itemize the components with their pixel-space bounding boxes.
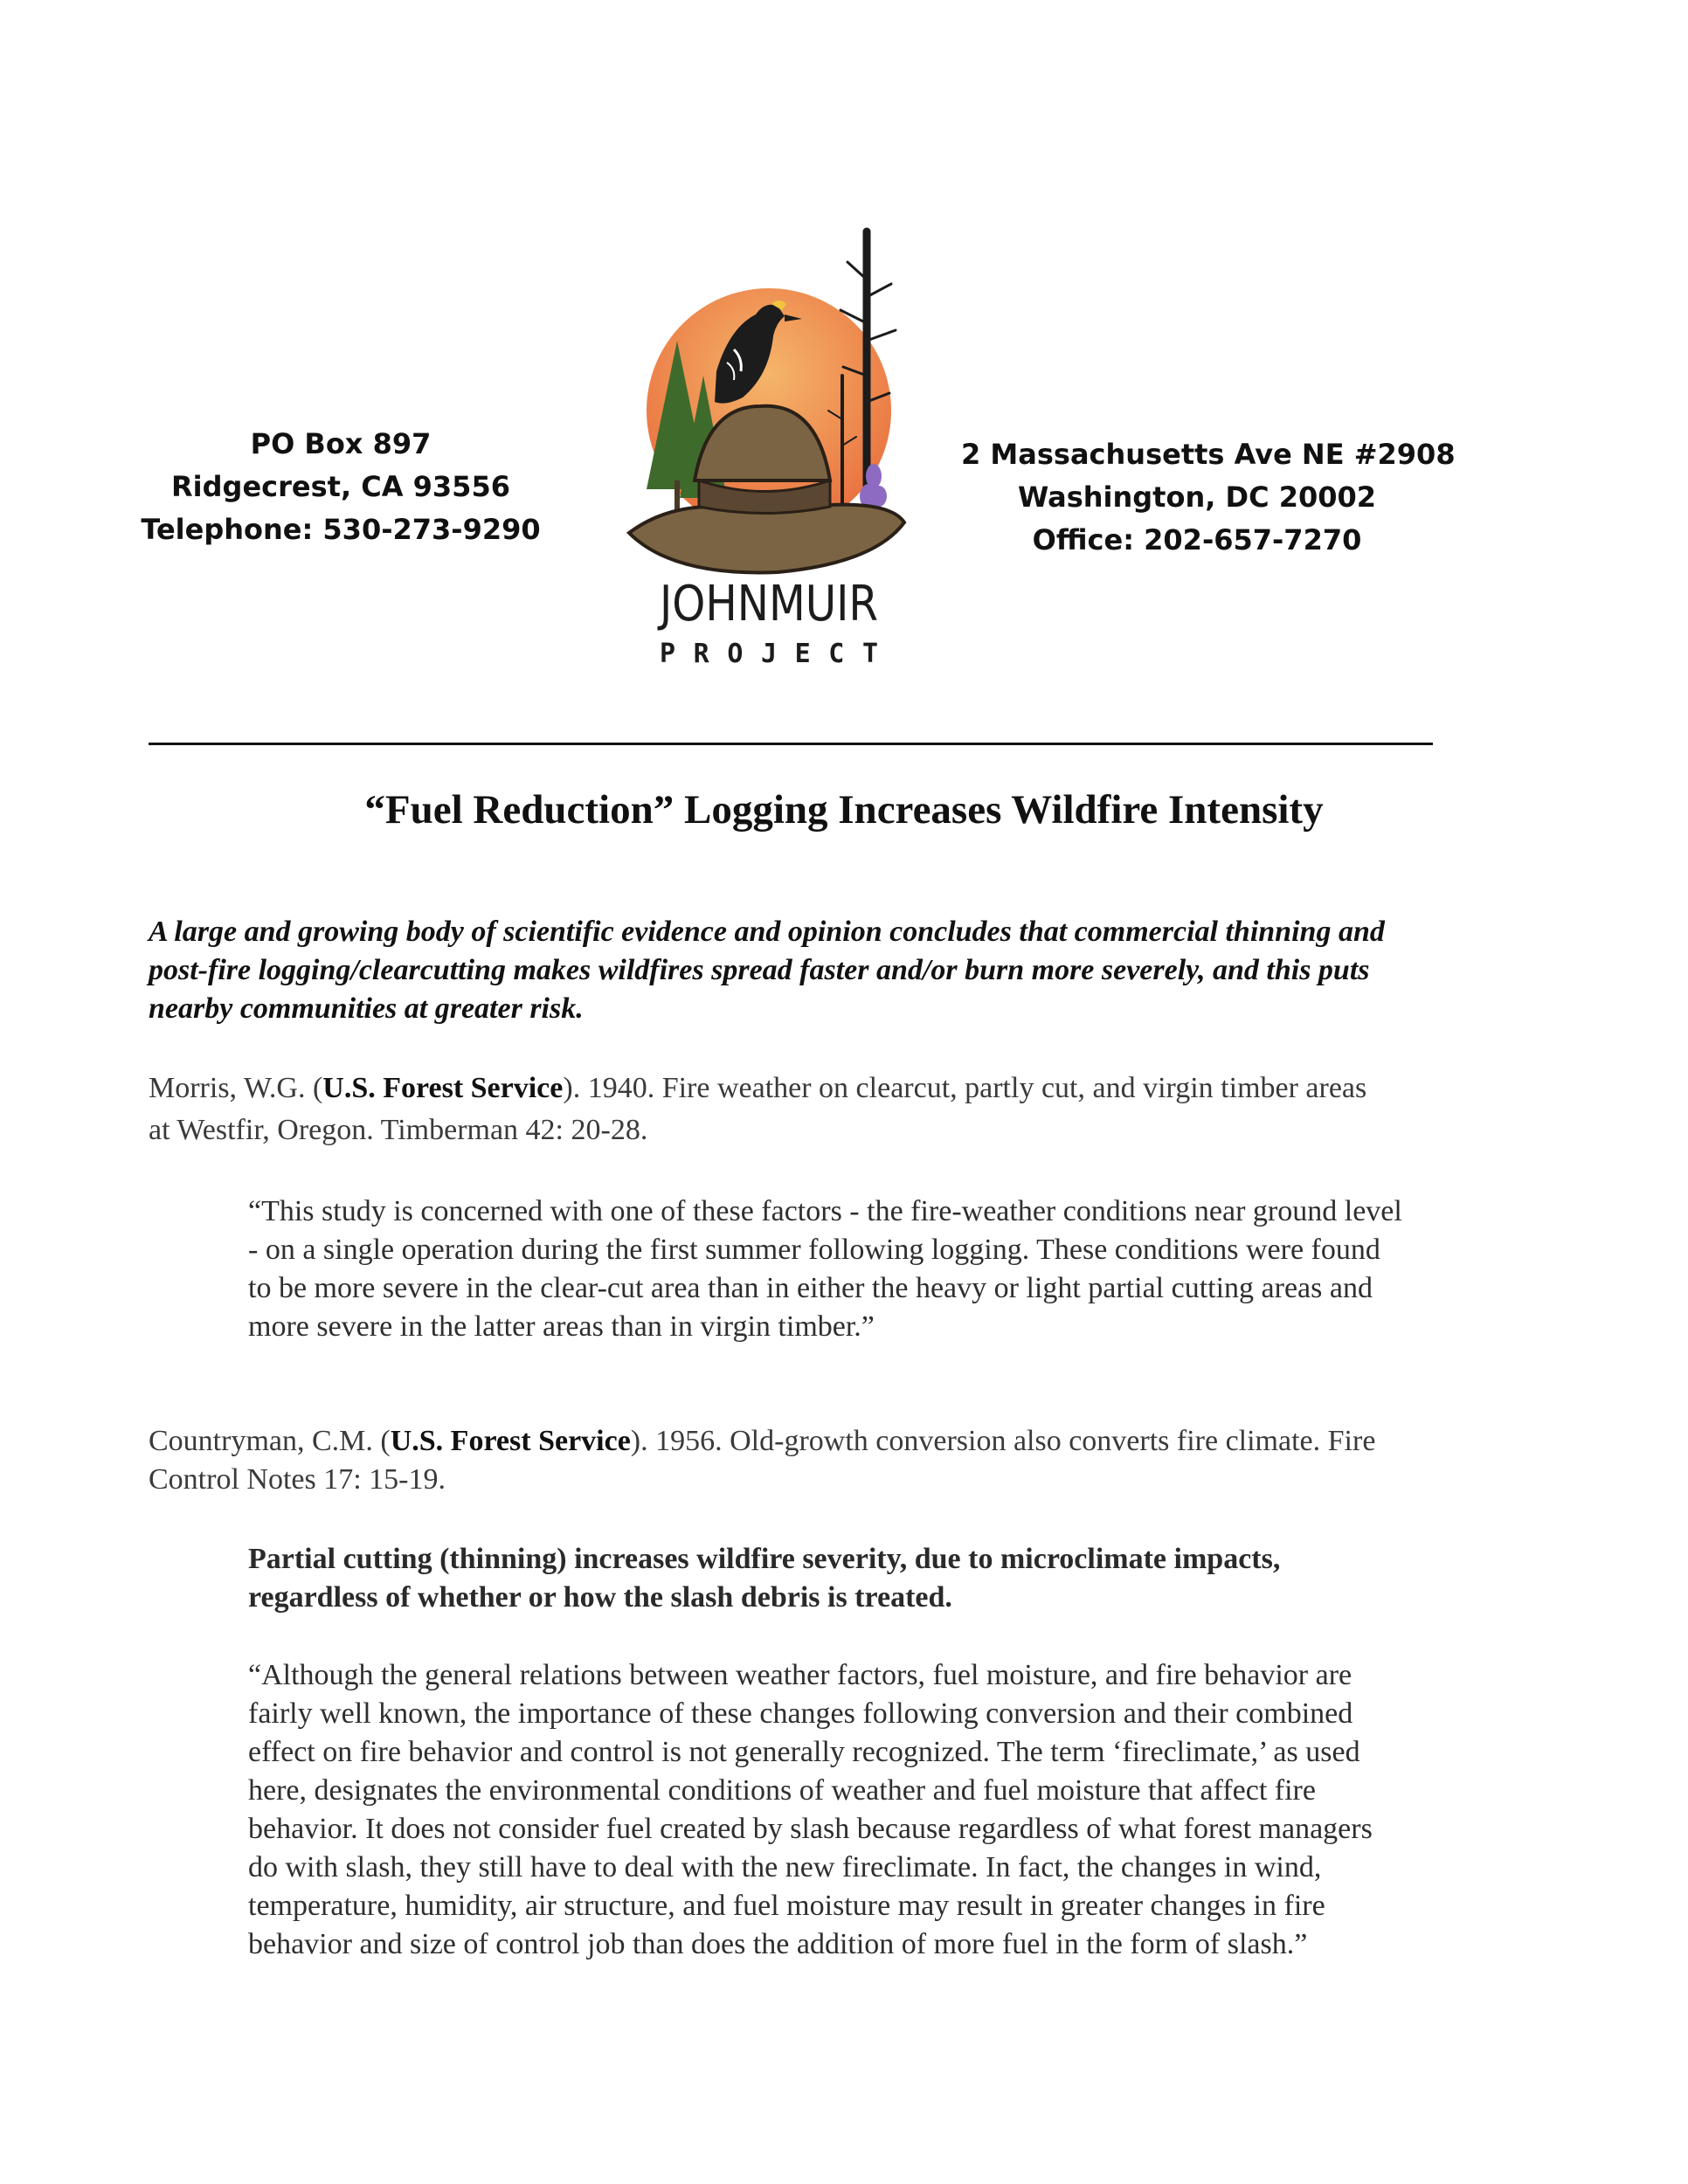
quote-line: - on a single operation during the first summer following logging. These conditions were found	[248, 1234, 1380, 1266]
quote-line: here, designates the environmental conditions of weather and fuel moisture that affect fire	[248, 1774, 1316, 1807]
citation-author: Morris, W.G. (	[149, 1072, 323, 1104]
quote-line: behavior. It does not consider fuel created by slash because regardless of what forest managers	[248, 1813, 1373, 1845]
office-phone-line: Office: 202-657-7270	[1032, 523, 1362, 556]
citation-detail: ). 1956. Old-growth conversion also converts fire climate. Fire	[630, 1425, 1376, 1457]
quote-line: more severe in the latter areas than in virgin timber.”	[248, 1310, 875, 1343]
quote-line: effect on fire behavior and control is not generally recognized. The term ‘fireclimate,’ as used	[248, 1736, 1360, 1768]
logo-graphic	[612, 218, 926, 673]
quote-line: “This study is concerned with one of these factors - the fire-weather conditions near ground level	[248, 1195, 1402, 1227]
intro-line: post-fire logging/clearcutting makes wildfires spread faster and/or burn more severely, and this puts	[149, 954, 1370, 986]
header-divider	[149, 743, 1433, 745]
summary-line: Partial cutting (thinning) increases wildfire severity, due to microclimate impacts,	[248, 1543, 1281, 1575]
quote-line: “Although the general relations between weather factors, fuel moisture, and fire behavior are	[248, 1659, 1352, 1691]
quote-line: behavior and size of control job than does the addition of more fuel in the form of slash.”	[248, 1928, 1308, 1960]
intro-summary	[149, 913, 1546, 1028]
citation-author: Countryman, C.M. (	[149, 1425, 391, 1457]
quote-countryman	[248, 1656, 1373, 1964]
city-line: Ridgecrest, CA 93556	[171, 470, 510, 503]
street-line: 2 Massachusetts Ave NE #2908	[961, 438, 1456, 471]
citation-detail: ). 1940. Fire weather on clearcut, partly cut, and virgin timber areas	[563, 1072, 1367, 1104]
page-title: “Fuel Reduction” Logging Increases Wildfire Intensity	[364, 787, 1324, 833]
citation-line	[149, 1422, 1375, 1461]
citation-line: Control Notes 17: 15-19.	[149, 1463, 446, 1496]
summary-line: regardless of whether or how the slash debris is treated.	[248, 1581, 952, 1614]
po-box-line: PO Box 897	[250, 427, 432, 460]
quote-line: temperature, humidity, air structure, and fuel moisture may result in greater changes in fire	[248, 1890, 1325, 1922]
left-address-block	[140, 423, 542, 551]
quote-line: fairly well known, the importance of these changes following conversion and their combined	[248, 1697, 1353, 1730]
citation-line	[149, 1068, 1366, 1109]
intro-line: A large and growing body of scientific evidence and opinion concludes that commercial thinning and	[149, 916, 1385, 948]
quote-morris	[248, 1192, 1402, 1346]
john-muir-project-logo	[612, 218, 926, 673]
dc-city-line: Washington, DC 20002	[1017, 480, 1377, 514]
right-address-block	[961, 433, 1456, 562]
quote-line: to be more severe in the clear-cut area than in either the heavy or light partial cutting areas and	[248, 1272, 1373, 1304]
citation-agency: U.S. Forest Service	[390, 1425, 631, 1457]
citation-agency: U.S. Forest Service	[322, 1072, 564, 1104]
reference-countryman	[149, 1422, 1375, 1499]
citation-line: at Westfir, Oregon. Timberman 42: 20-28.	[149, 1114, 648, 1146]
telephone-line: Telephone: 530-273-9290	[141, 513, 541, 546]
reference-morris	[149, 1068, 1366, 1151]
logo-name-line2: PROJECT	[660, 639, 878, 669]
logo-name-line1: JOHNMUIR	[657, 576, 878, 632]
summary-countryman	[248, 1540, 1280, 1617]
quote-line: do with slash, they still have to deal with the new fireclimate. In fact, the changes in wind,	[248, 1851, 1322, 1883]
intro-line: nearby communities at greater risk.	[149, 992, 584, 1025]
